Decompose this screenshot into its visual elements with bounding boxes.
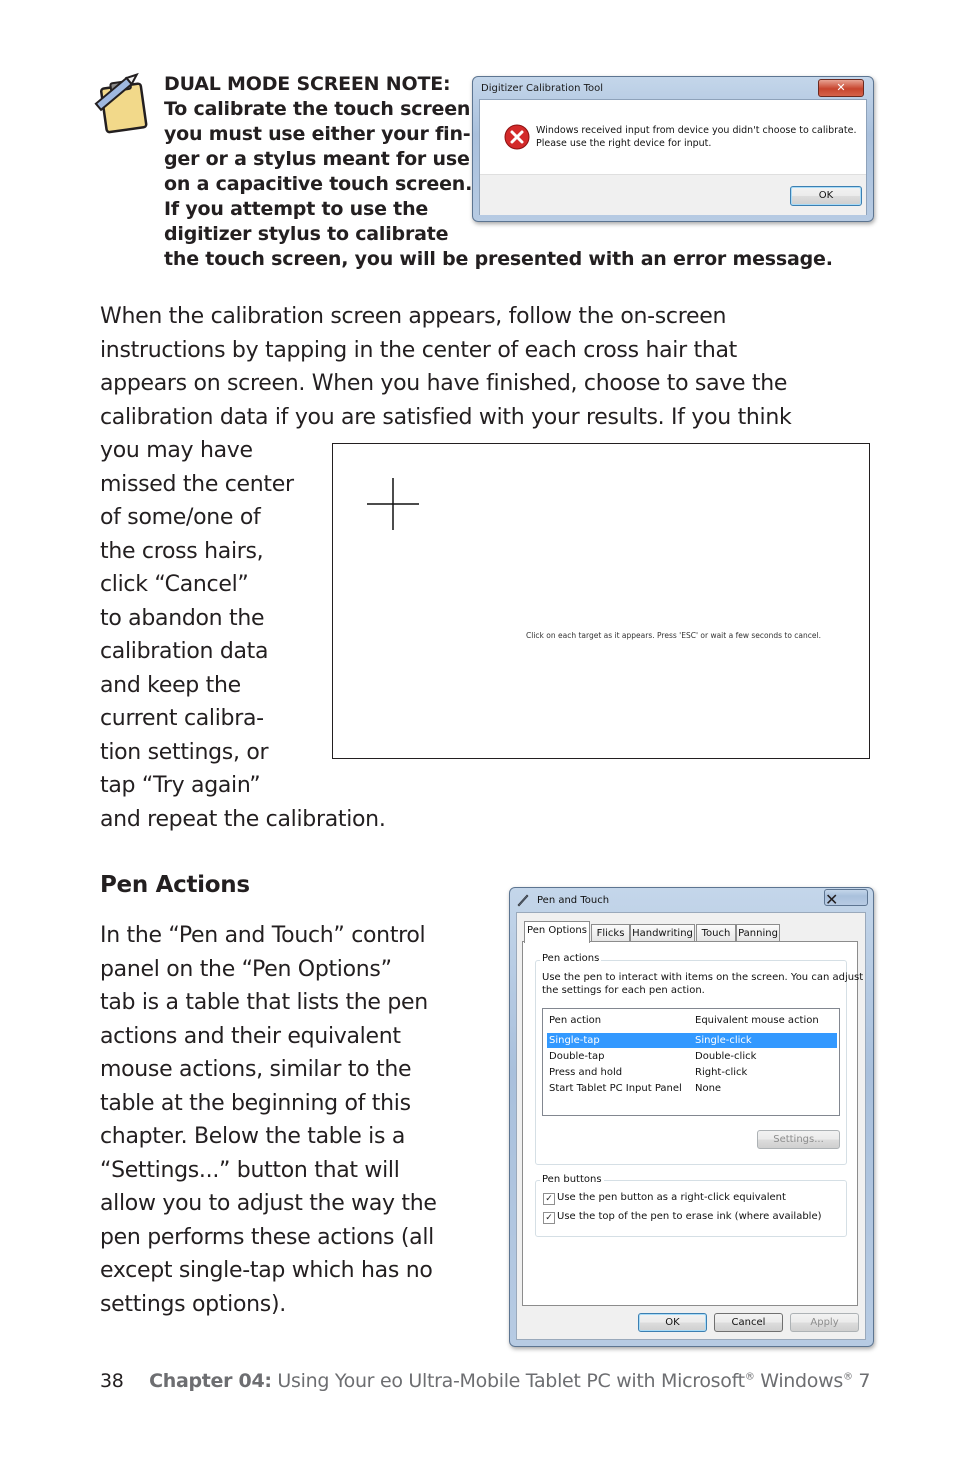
pen-icon [516,893,530,907]
section-heading: Pen Actions [100,872,250,898]
note-line: you must use either your fin- [164,123,471,145]
cancel-button[interactable]: Cancel [714,1313,783,1332]
chapter-title: 7 [852,1370,871,1392]
body-text: tab is a table that lists the pen [100,990,428,1015]
error-icon [504,124,530,150]
table-header[interactable]: Equivalent mouse action [695,1015,819,1026]
table-cell: Single-click [695,1035,752,1046]
note-line: the touch screen, you will be presented with an error message. [164,248,833,270]
error-message: Windows received input from device you didn't choose to calibrate. [536,125,857,136]
page-footer [100,1370,870,1392]
body-text: and keep the [100,672,241,698]
body-text: “Settings...” button that will [100,1157,400,1183]
table-row[interactable] [547,1033,837,1048]
body-text: In the “Pen and Touch” control [100,923,426,948]
table-cell: Press and hold [549,1067,623,1078]
tab-touch[interactable]: Touch [696,924,736,942]
body-text: appears on screen. When you have finished, choose to save the [100,371,788,396]
checkbox-label: Use the top of the pen to erase ink (where available) [557,1211,822,1222]
tab-flicks[interactable]: Flicks [591,924,630,942]
close-button[interactable]: ✕ [824,889,868,906]
body-text: table at the beginning of this [100,1090,411,1116]
body-text: tap “Try again” [100,773,261,798]
table-header[interactable]: Pen action [549,1015,602,1026]
body-text: tion settings, or [100,739,269,765]
registered-mark: ® [842,1371,853,1383]
note-line: To calibrate the touch screen [164,98,471,120]
crosshair-target-icon[interactable] [367,478,419,530]
error-dialog-title: Digitizer Calibration Tool [481,83,604,94]
table-cell: Single-tap [549,1035,600,1046]
group-title: Pen actions [542,953,600,964]
checkbox-erase-ink[interactable]: ✓ [543,1212,555,1224]
body-text: instructions by tapping in the center of each cross hair that [100,337,738,363]
tab-panning[interactable]: Panning [736,924,780,942]
chapter-label: Chapter 04: [149,1370,272,1392]
table-cell: None [695,1083,722,1094]
body-text: of some/one of [100,505,261,530]
body-text: allow you to adjust the way the [100,1191,437,1216]
registered-mark: ® [744,1371,755,1383]
body-text: the cross hairs, [100,538,264,564]
body-text: calibration data [100,639,269,664]
calibration-instruction: Click on each target as it appears. Press 'ESC' or wait a few seconds to cancel. [526,631,821,640]
body-text: When the calibration screen appears, follow the on-screen [100,304,727,329]
note-line: ger or a stylus meant for use [164,148,470,170]
body-text: click “Cancel” [100,572,249,597]
group-title: Pen buttons [542,1174,602,1185]
note-line: If you attempt to use the [164,198,429,220]
body-text: pen performs these actions (all [100,1224,434,1250]
body-text: mouse actions, similar to the [100,1057,412,1082]
tab-handwriting[interactable]: Handwriting [630,924,695,942]
body-text: and repeat the calibration. [100,806,386,832]
body-text: settings options). [100,1291,286,1317]
table-cell: Double-click [695,1051,757,1062]
group-description: Use the pen to interact with items on the screen. You can adjust [542,972,864,983]
body-text: panel on the “Pen Options” [100,956,392,982]
apply-button[interactable]: Apply [790,1313,859,1332]
body-text: except single-tap which has no [100,1258,433,1283]
error-dialog-window [472,76,874,222]
table-row[interactable] [547,1081,837,1096]
body-text: chapter. Below the table is a [100,1124,406,1149]
chapter-title: Using Your eo Ultra-Mobile Tablet PC with Microsoft [271,1370,745,1392]
notepad-pen-icon [92,70,154,138]
pen-dialog-title: Pen and Touch [537,895,610,906]
note-line: digitizer stylus to calibrate [164,223,449,245]
body-text: actions and their equivalent [100,1023,401,1049]
pen-buttons-group [535,1180,847,1237]
group-description: the settings for each pen action. [542,985,705,996]
calibration-screen [332,443,870,759]
note-line: on a capacitive touch screen. [164,173,473,195]
table-cell: Double-tap [549,1051,605,1062]
body-text: missed the center [100,471,294,497]
settings-button[interactable]: Settings... [757,1130,840,1149]
checkbox-right-click[interactable]: ✓ [543,1193,555,1205]
tab-pen-options[interactable]: Pen Options [524,921,590,943]
table-cell: Right-click [695,1067,748,1078]
body-text: you may have [100,438,253,463]
table-cell: Start Tablet PC Input Panel [549,1083,682,1094]
chapter-title: Windows [754,1370,843,1392]
body-text: to abandon the [100,605,265,631]
table-row[interactable] [547,1049,837,1064]
table-row[interactable] [547,1065,837,1080]
body-text: calibration data if you are satisfied with your results. If you think [100,404,792,430]
ok-button[interactable]: OK [638,1313,707,1332]
body-text: current calibra- [100,706,264,731]
error-message: Please use the right device for input. [536,138,712,149]
ok-button[interactable]: OK [790,186,862,206]
page-number: 38 [100,1370,124,1392]
checkbox-label: Use the pen button as a right-click equivalent [557,1192,786,1203]
error-dialog-client [479,99,867,215]
note-title: DUAL MODE SCREEN NOTE: [164,73,451,95]
close-button[interactable]: ✕ [818,79,864,97]
